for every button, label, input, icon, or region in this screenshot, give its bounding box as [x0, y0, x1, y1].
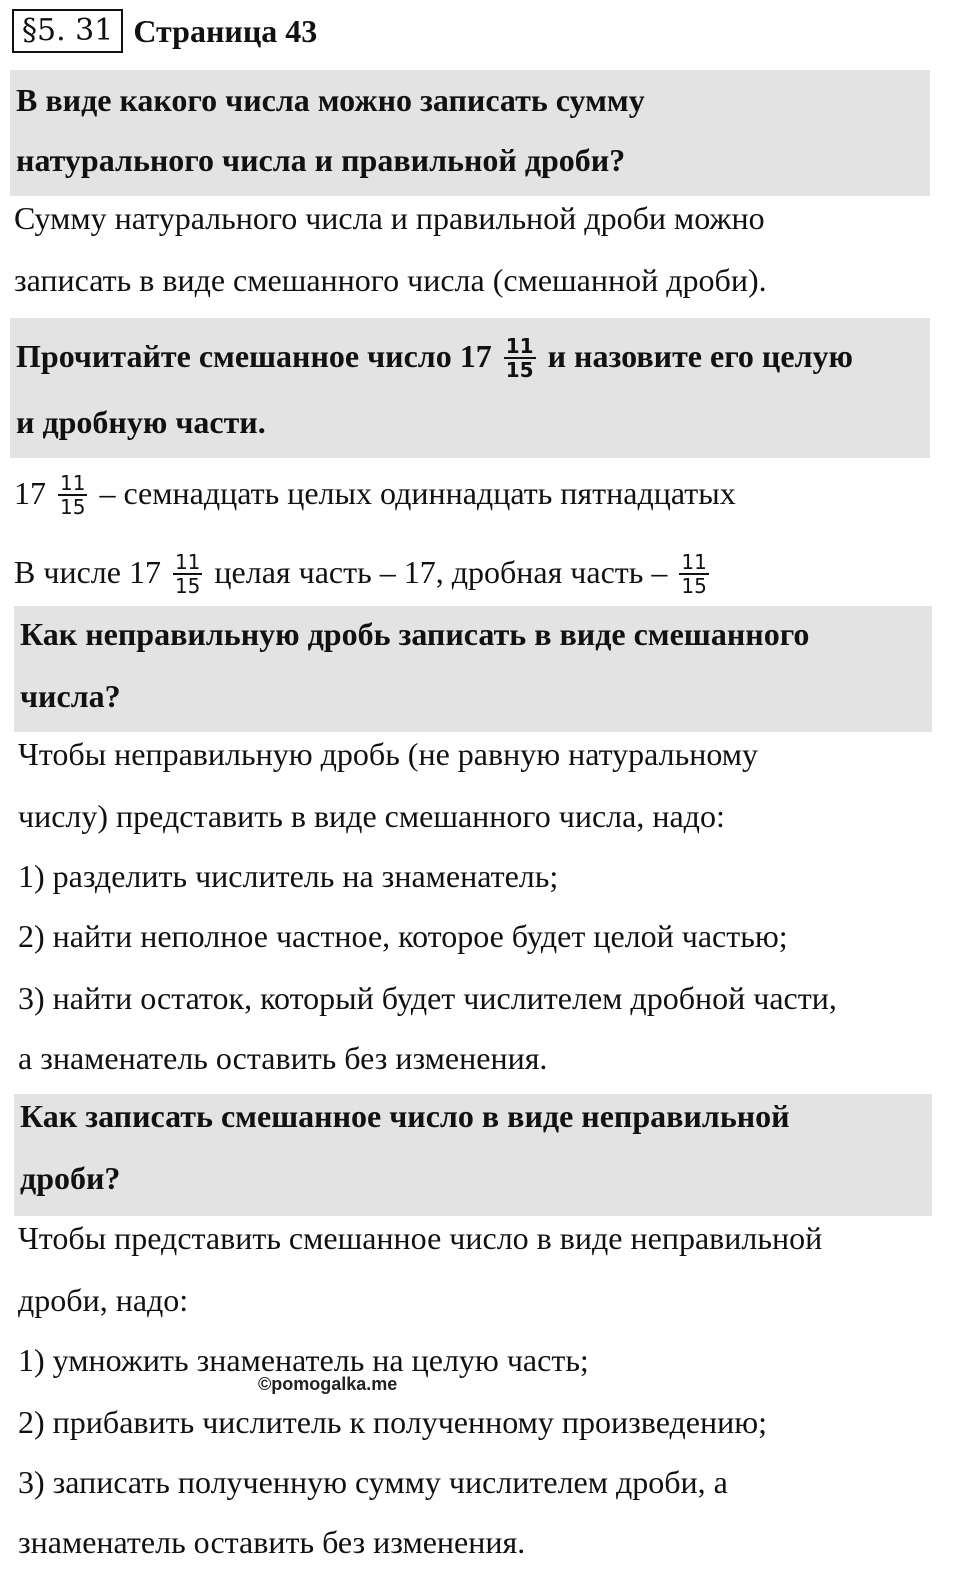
question-1-line-1: В виде какого числа можно записать сумму [16, 82, 645, 118]
fraction-denominator: 15 [681, 573, 707, 598]
fraction-denominator: 15 [60, 494, 86, 519]
question-3 [14, 606, 932, 732]
fraction-numerator: 11 [60, 470, 86, 495]
fractional-part [679, 551, 708, 597]
fraction-numerator: 11 [681, 549, 707, 574]
answer-4-step-2: 2) прибавить числитель к полученному произведению; [18, 1404, 767, 1440]
question-1-line-2: натурального числа и правильной дроби? [16, 142, 626, 178]
mixed-number-fraction [58, 472, 87, 518]
answer-2-reading: – семнадцать целых одиннадцать пятнадцатых [99, 475, 736, 511]
question-4 [14, 1094, 932, 1216]
fraction-numerator: 11 [174, 549, 201, 574]
question-3-line-1: Как неправильную дробь записать в виде смешанного [20, 616, 810, 652]
question-2-line-2: и дробную части. [16, 404, 266, 440]
question-4-line-1: Как записать смешанное число в виде неправильной [20, 1098, 790, 1134]
page-header [12, 8, 317, 54]
section-number: §5. 31 [12, 9, 123, 53]
fraction-denominator: 15 [505, 357, 534, 382]
answer-1-line-1: Сумму натурального числа и правильной дроби можно [14, 200, 765, 236]
question-3-line-2: числа? [20, 678, 121, 714]
question-2-fraction [504, 335, 536, 381]
answer-2-line-2 [14, 544, 713, 600]
mixed-number-fraction [173, 551, 202, 597]
answer-3-line-2: числу) представить в виде смешанного числа, надо: [18, 798, 725, 834]
answer-4-step-3: 3) записать полученную сумму числителем дроби, а [18, 1464, 728, 1500]
answer-1-line-2: записать в виде смешанного числа (смешанной дроби). [14, 262, 767, 298]
answer-4-line-2: дроби, надо: [18, 1282, 189, 1318]
answer-2-text-before: В числе 17 [14, 554, 161, 590]
question-4-line-2: дроби? [20, 1160, 121, 1196]
question-2-text-after: и назовите его целую [547, 338, 853, 374]
answer-4-step-1: 1) умножить знаменатель на целую часть; [18, 1342, 589, 1378]
question-1 [10, 70, 930, 196]
page-title: Страница 43 [133, 12, 318, 49]
answer-3-line-1: Чтобы неправильную дробь (не равную натуральному [18, 736, 758, 772]
watermark: ©pomogalka.me [258, 1374, 398, 1394]
question-2-text-before: Прочитайте смешанное число 17 [16, 338, 492, 374]
answer-2-text-middle: целая часть – 17, дробная часть – [214, 554, 668, 590]
answer-3-step-3: 3) найти остаток, который будет числителем дробной части, [18, 980, 837, 1016]
question-2-line-1 [16, 332, 853, 380]
mixed-number-whole: 17 [14, 475, 46, 511]
fraction-denominator: 15 [174, 573, 201, 598]
answer-4-line-6: знаменатель оставить без изменения. [18, 1524, 526, 1560]
answer-3-step-1: 1) разделить числитель на знаменатель; [18, 858, 559, 894]
fraction-numerator: 11 [505, 333, 534, 358]
answer-2-line-1 [14, 466, 736, 520]
answer-3-step-2: 2) найти неполное частное, которое будет целой частью; [18, 918, 788, 954]
answer-4-line-1: Чтобы представить смешанное число в виде неправильной [18, 1220, 823, 1256]
question-2 [10, 318, 930, 458]
answer-3-line-6: а знаменатель оставить без изменения. [18, 1040, 548, 1076]
